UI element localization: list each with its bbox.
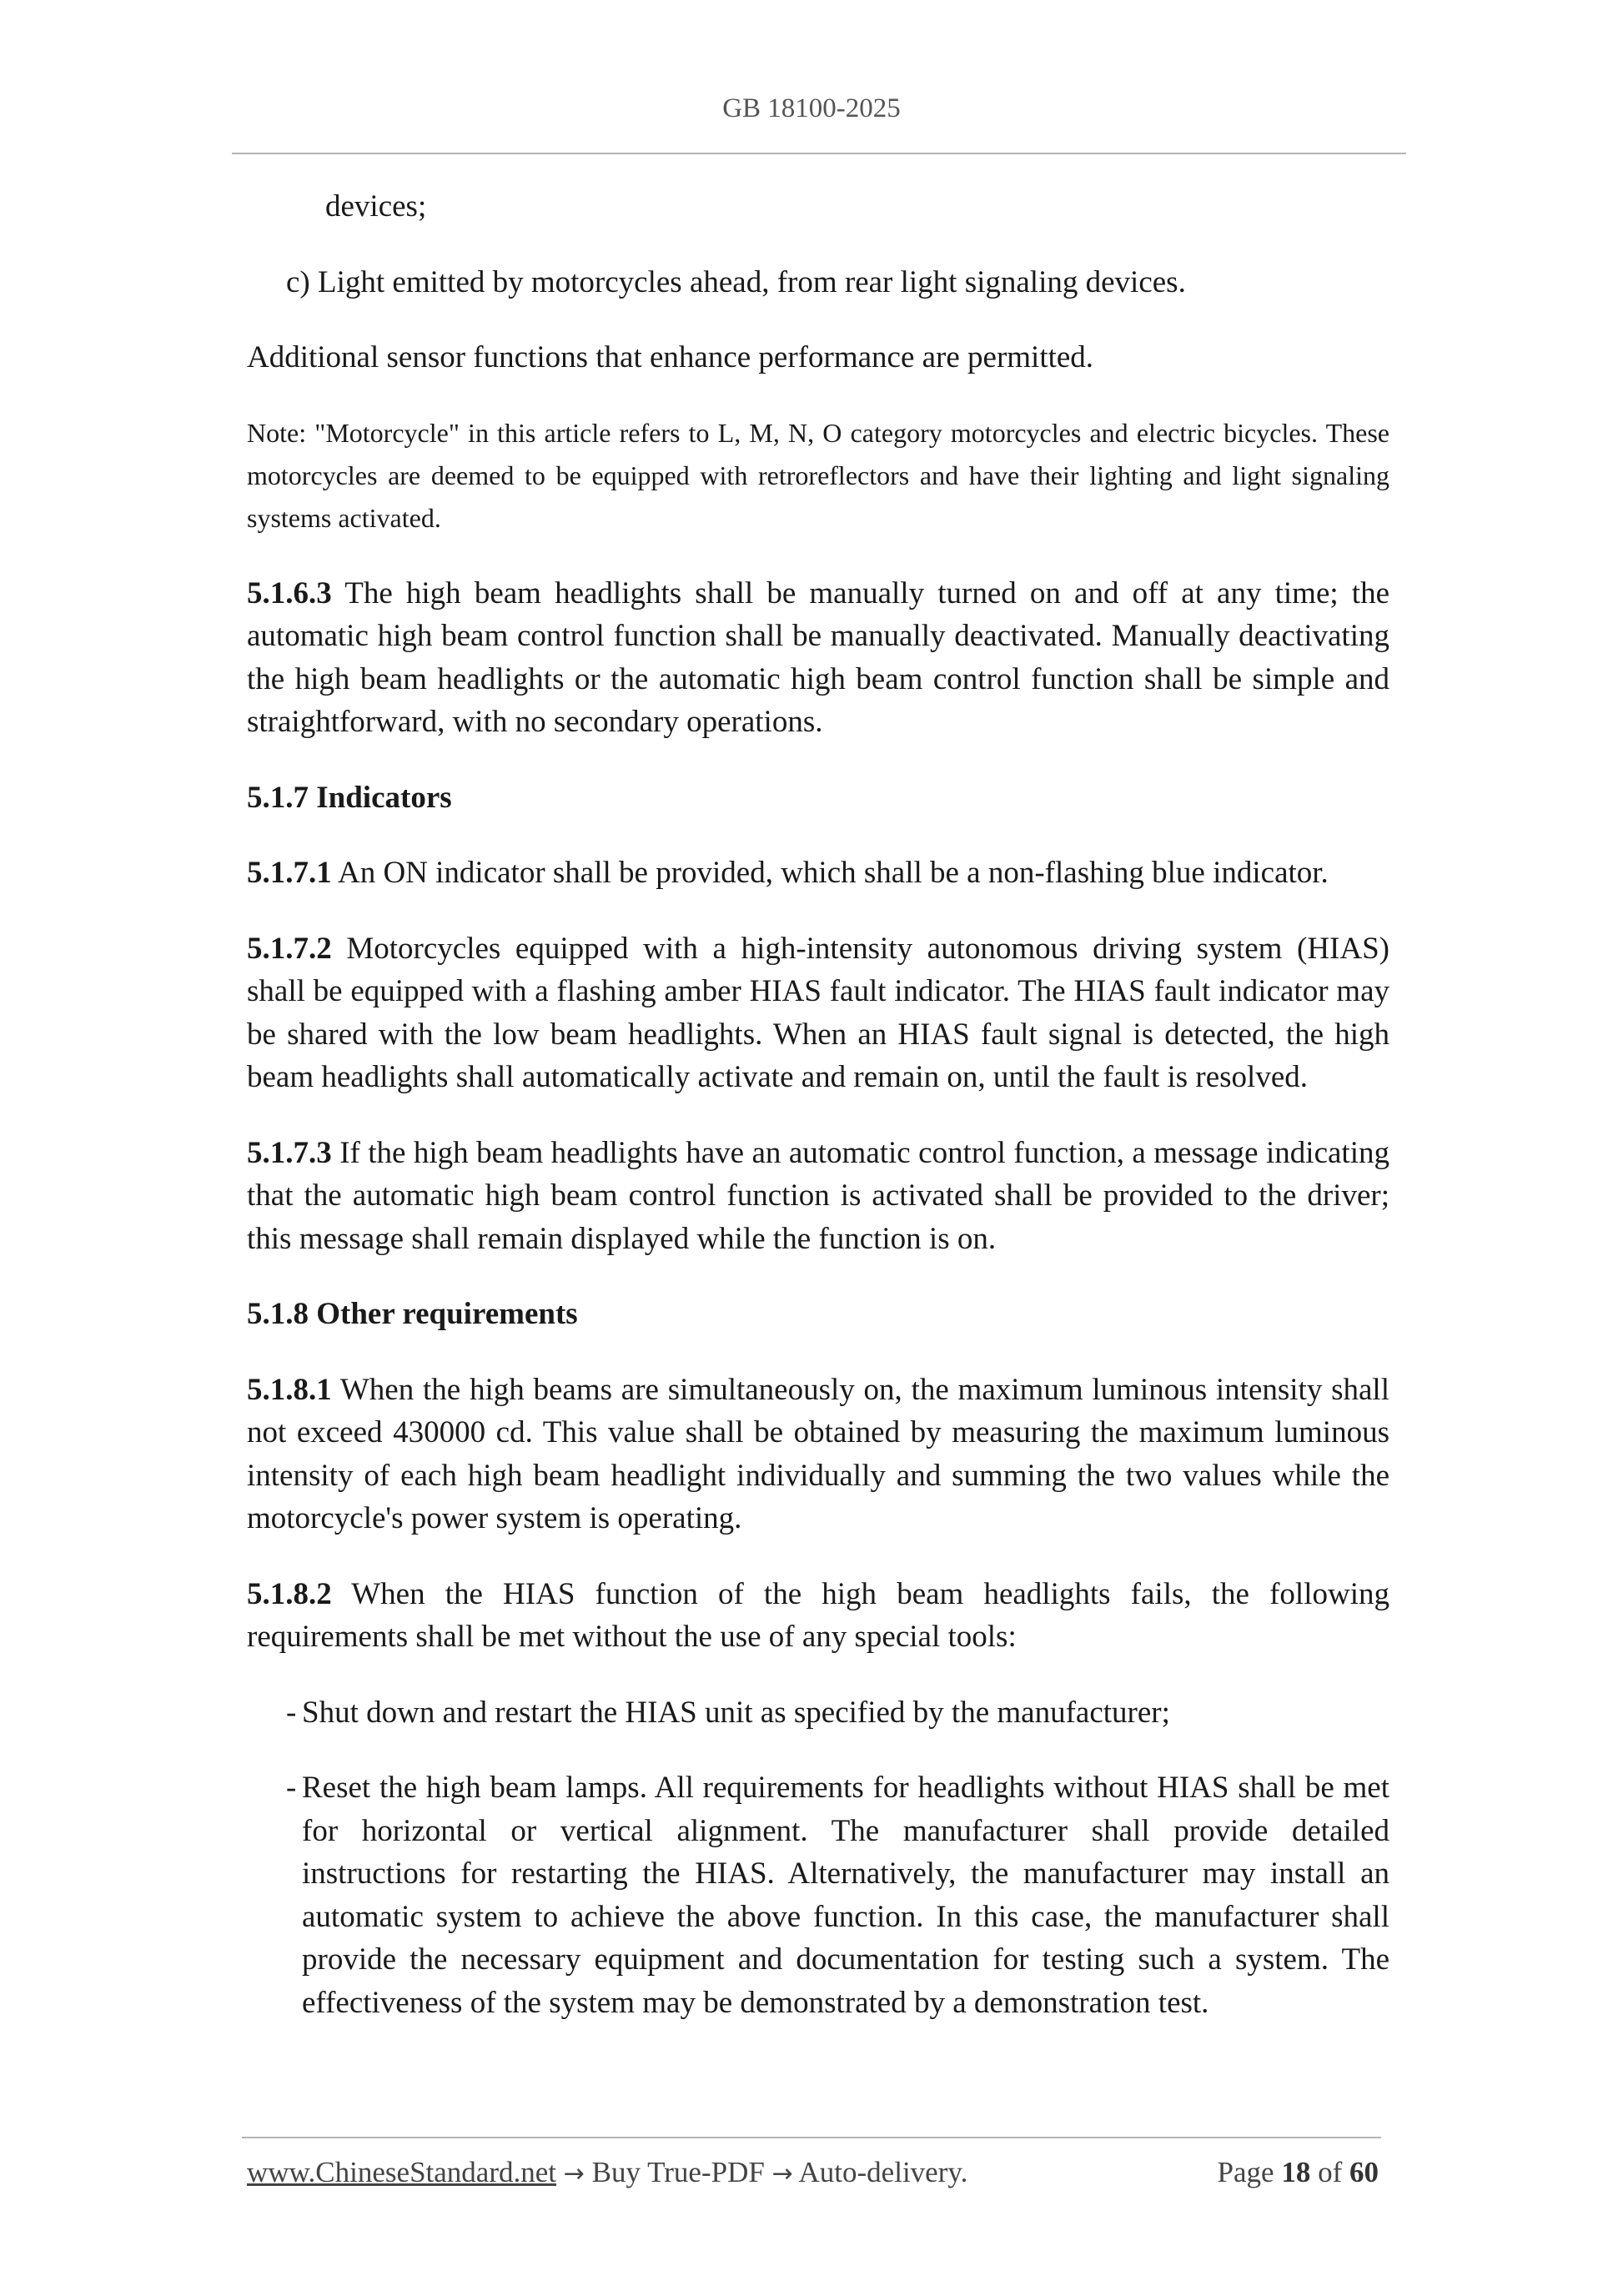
footer-divider — [242, 2137, 1381, 2138]
page-content — [247, 185, 1389, 2057]
clause-text: The high beam headlights shall be manually turned on and off at any time; the automatic high beam control function shall be manually deactivated. Manually deactivating the high beam headlights or the automatic high beam control function shall be simple and straightforward, with no secondary operations. — [247, 575, 1389, 739]
dash-list-item — [247, 1766, 1389, 2024]
dash-item-text: Reset the high beam lamps. All requirements for headlights without HIAS shall be met for horizontal or vertical alignment. The manufacturer shall provide detailed instructions for restarting the HIAS. Alternatively, the manufacturer may install an automatic system to achieve the above function. In this case, the manufacturer shall provide the necessary equipment and documentation for testing such a system. The effectiveness of the system may be demonstrated by a demonstration test. — [302, 1771, 1389, 2020]
clause-text: Motorcycles equipped with a high-intensity autonomous driving system (HIAS) shall be equipped with a flashing amber HIAS fault indicator. The HIAS fault indicator may be shared with the low beam headlights. When an HIAS fault signal is detected, the high beam headlights shall automatically activate and remain on, until the fault is resolved. — [247, 931, 1390, 1094]
total-pages: 60 — [1349, 2156, 1379, 2188]
footer-links — [247, 2156, 967, 2189]
clause-5-1-8-1 — [247, 1369, 1389, 1540]
clause-text: An ON indicator shall be provided, which shall be a non-flashing blue indicator. — [337, 856, 1329, 890]
page-footer — [247, 2156, 1379, 2189]
clause-number: 5.1.7.1 — [247, 856, 332, 890]
clause-number: 5.1.6.3 — [247, 575, 332, 610]
note-paragraph: Note: "Motorcycle" in this article refers to L, M, N, O category motorcycles and electric bicycles. These motorcycles are deemed to be equipped with retroreflectors and have their lighting and light signaling systems activated. — [247, 417, 1389, 533]
clause-5-1-7-3 — [247, 1132, 1389, 1261]
page-indicator — [1218, 2156, 1379, 2189]
heading-5-1-7: 5.1.7 Indicators — [247, 780, 452, 815]
dash-marker: - — [286, 1695, 297, 1730]
clause-5-1-6-3 — [247, 572, 1389, 744]
page-label: Page — [1217, 2156, 1274, 2188]
dash-item-text: Shut down and restart the HIAS unit as specified by the manufacturer; — [302, 1695, 1170, 1730]
clause-text: When the high beams are simultaneously on, the maximum luminous intensity shall not exceed 430000 cd. This value shall be obtained by measuring the maximum luminous intensity of each high beam headlight individually and summing the two values while the motorcycle's power system is operating. — [247, 1372, 1389, 1535]
document-header: GB 18100-2025 — [722, 93, 901, 123]
arrow-right-icon: → — [771, 2159, 793, 2188]
clause-number: 5.1.7.3 — [247, 1135, 332, 1170]
clause-text: If the high beam headlights have an automatic control function, a message indicating that the automatic high beam control function is activated shall be provided to the driver; this message shall remain displayed while the function is on. — [247, 1135, 1389, 1256]
clause-5-1-8-2 — [247, 1573, 1389, 1659]
clause-number: 5.1.8.1 — [247, 1372, 332, 1407]
buy-pdf-text: Buy True-PDF — [591, 2156, 765, 2188]
arrow-right-icon: → — [563, 2159, 585, 2188]
continuation-text: devices; — [325, 189, 427, 224]
clause-text: When the HIAS function of the high beam headlights fails, the following requirements shall be met without the use of any special tools: — [247, 1576, 1389, 1654]
clause-number: 5.1.7.2 — [247, 931, 332, 966]
dash-list-item — [247, 1691, 1389, 1735]
page-number: 18 — [1281, 2156, 1311, 2188]
of-label: of — [1318, 2156, 1343, 2188]
auto-delivery-text: Auto-delivery. — [798, 2156, 968, 2188]
clause-5-1-7-1 — [247, 852, 1389, 895]
additional-sensor-paragraph: Additional sensor functions that enhance performance are permitted. — [247, 340, 1094, 374]
clause-number: 5.1.8.2 — [247, 1576, 332, 1611]
heading-5-1-8: 5.1.8 Other requirements — [247, 1297, 578, 1331]
dash-marker: - — [286, 1771, 297, 1805]
clause-5-1-7-2 — [247, 927, 1389, 1099]
site-link[interactable]: www.ChineseStandard.net — [247, 2156, 556, 2188]
list-item-c: c) Light emitted by motorcycles ahead, from rear light signaling devices. — [286, 264, 1186, 299]
header-divider — [232, 153, 1406, 154]
